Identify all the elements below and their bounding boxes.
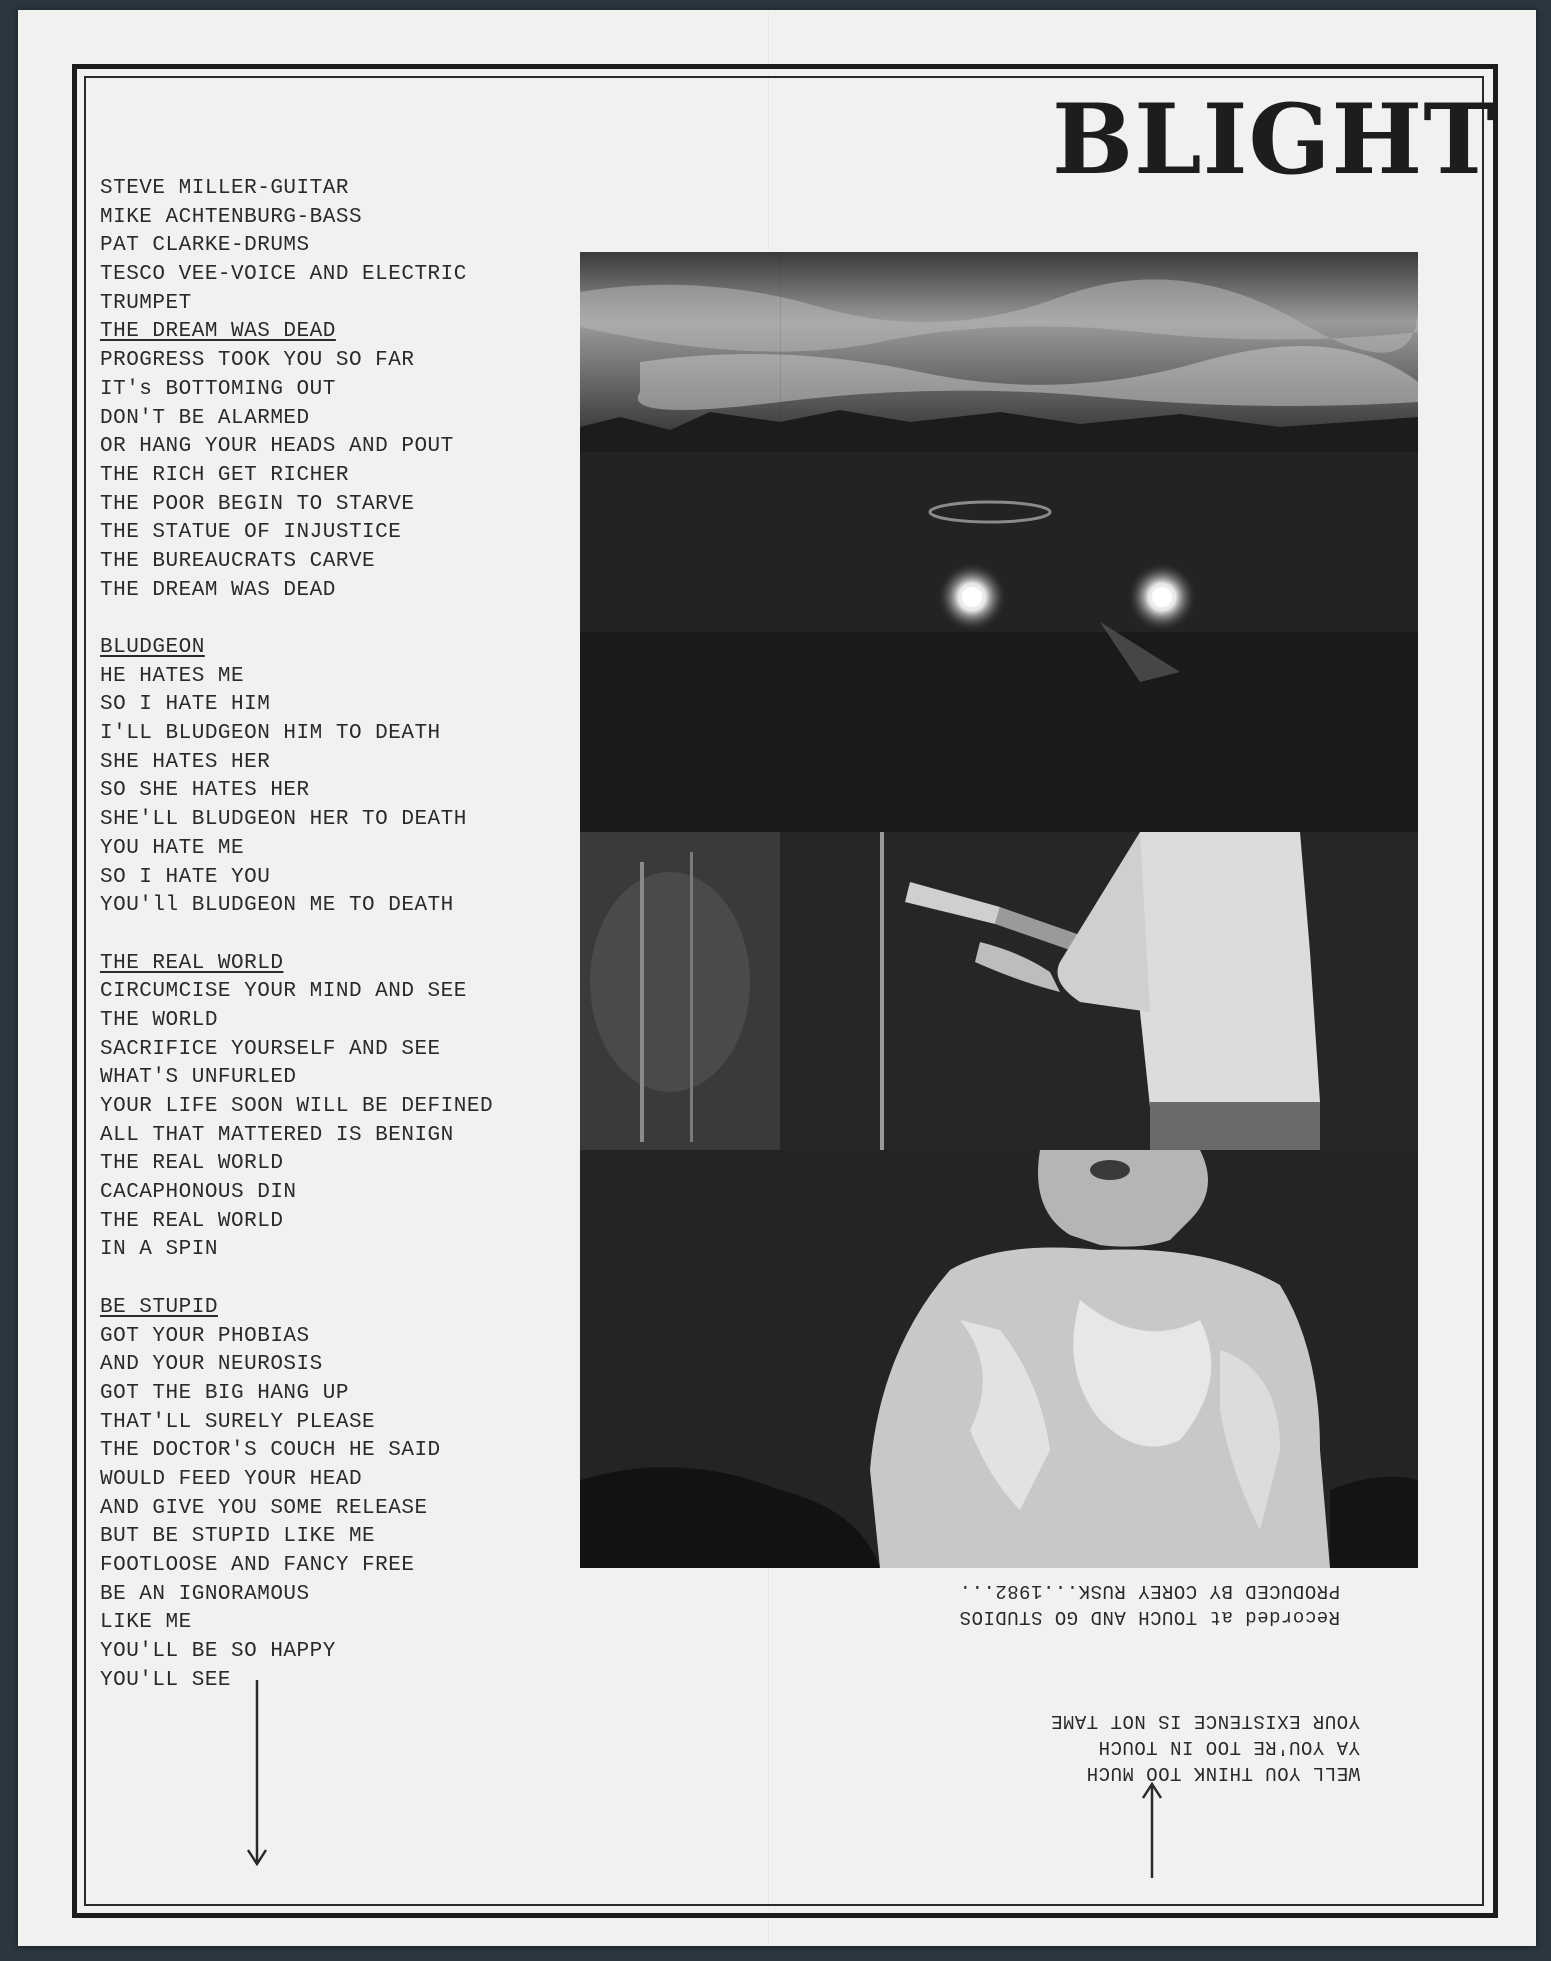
song-title: BE STUPID — [100, 1295, 218, 1319]
lyric-line: SHE HATES HER — [100, 750, 271, 774]
down-arrow-icon — [245, 1680, 269, 1870]
lyric-line: OR HANG YOUR HEADS AND POUT — [100, 435, 454, 459]
lyric-line: LIKE ME — [100, 1611, 192, 1635]
lyric-line: BUT BE STUPID LIKE ME — [100, 1525, 376, 1549]
verse-line: YOUR EXISTENCE IS NOT TAME — [1050, 1710, 1360, 1732]
lyric-line: SO I HATE YOU — [100, 865, 271, 889]
lyric-line: THE BUREAUCRATS CARVE — [100, 549, 376, 573]
lyric-line: IN A SPIN — [100, 1238, 218, 1262]
lyric-line: THE WORLD — [100, 1008, 218, 1032]
credit-line: TRUMPET — [100, 291, 192, 315]
up-arrow-icon — [1140, 1780, 1164, 1880]
recording-credit-line: Recorded at TOUCH AND GO STUDIOS — [959, 1606, 1340, 1628]
song-title: BLUDGEON — [100, 636, 205, 659]
lyric-line: SACRIFICE YOURSELF AND SEE — [100, 1037, 441, 1061]
lyric-line: HE HATES ME — [100, 664, 245, 688]
lyric-line: THE RICH GET RICHER — [100, 463, 349, 487]
lyric-line: YOU HATE ME — [100, 836, 245, 860]
band-title: BLIGHT — [1052, 83, 1496, 196]
lyric-line: WHAT'S UNFURLED — [100, 1066, 297, 1090]
lyric-line: THAT'LL SURELY PLEASE — [100, 1410, 376, 1434]
credit-line: PAT CLARKE-DRUMS — [100, 234, 310, 258]
lyric-line: SO I HATE HIM — [100, 693, 271, 717]
credit-line: TESCO VEE-VOICE AND ELECTRIC — [100, 263, 467, 287]
lyric-line: THE DREAM WAS DEAD — [100, 578, 336, 602]
credit-line: MIKE ACHTENBURG-BASS — [100, 205, 363, 229]
photo-singer — [580, 1150, 1418, 1568]
song-title: THE DREAM WAS DEAD — [100, 320, 336, 344]
lyric-line: SO SHE HATES HER — [100, 779, 310, 803]
lyric-line: YOU'LL SEE — [100, 1668, 232, 1692]
lyric-line: SHE'LL BLUDGEON HER TO DEATH — [100, 808, 467, 832]
lyric-line: YOUR LIFE SOON WILL BE DEFINED — [100, 1095, 494, 1118]
credit-line: STEVE MILLER-GUITAR — [100, 177, 349, 200]
lyric-line: GOT YOUR PHOBIAS — [100, 1324, 310, 1348]
lyric-line: PROGRESS TOOK YOU SO FAR — [100, 349, 415, 373]
continued-verse — [975, 1708, 1360, 1786]
lyrics-column — [100, 175, 580, 1695]
lyric-line: CIRCUMCISE YOUR MIND AND SEE — [100, 980, 467, 1004]
lyric-line: BE AN IGNORAMOUS — [100, 1582, 310, 1606]
verse-line: WELL YOU THINK TOO MUCH — [1086, 1762, 1360, 1784]
lyric-line: THE STATUE OF INJUSTICE — [100, 521, 402, 545]
lyric-line: THE REAL WORLD — [100, 1209, 284, 1233]
lyric-line: AND YOUR NEUROSIS — [100, 1353, 323, 1377]
lyric-line: YOU'LL BE SO HAPPY — [100, 1640, 336, 1664]
recording-credit — [860, 1578, 1340, 1630]
lyric-line: WOULD FEED YOUR HEAD — [100, 1467, 363, 1491]
lyric-line: THE DOCTOR'S COUCH HE SAID — [100, 1439, 441, 1463]
lyric-line: GOT THE BIG HANG UP — [100, 1381, 349, 1405]
photo-bass-player — [580, 832, 1418, 1150]
verse-line: YA YOU'RE TOO IN TOUCH — [1098, 1736, 1360, 1758]
lyric-line: YOU'll BLUDGEON ME TO DEATH — [100, 894, 454, 918]
lyric-line: DON'T BE ALARMED — [100, 406, 310, 430]
lyric-line: ALL THAT MATTERED IS BENIGN — [100, 1123, 454, 1147]
song-title: THE REAL WORLD — [100, 951, 284, 975]
lyric-line: I'LL BLUDGEON HIM TO DEATH — [100, 722, 441, 746]
recording-credit-line: PRODUCED BY COREY RUSK...1982... — [959, 1580, 1340, 1602]
lyric-line: FOOTLOOSE AND FANCY FREE — [100, 1554, 415, 1577]
lyric-line: CACAPHONOUS DIN — [100, 1181, 297, 1205]
lyric-line: THE POOR BEGIN TO STARVE — [100, 492, 415, 516]
lyric-line: AND GIVE YOU SOME RELEASE — [100, 1496, 428, 1520]
lyric-line: THE REAL WORLD — [100, 1152, 284, 1176]
lyric-line: IT's BOTTOMING OUT — [100, 377, 336, 401]
photo-night-car — [580, 252, 1418, 832]
